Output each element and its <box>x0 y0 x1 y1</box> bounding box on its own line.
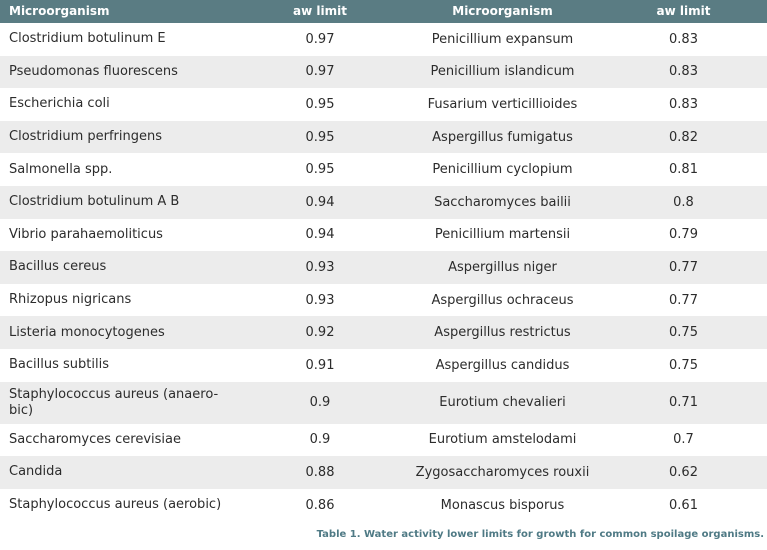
header-aw-limit-1: aw limit <box>235 0 405 23</box>
table-body <box>0 23 767 521</box>
aw-limit-cell: 0.93 <box>235 251 405 284</box>
microorganism-cell: Saccharomyces bailii <box>405 186 600 219</box>
microorganism-cell: Eurotium amstelodami <box>428 432 577 448</box>
microorganism-cell: Bacillus cereus <box>0 251 235 284</box>
table-row <box>0 56 767 89</box>
header-aw-limit-2: aw limit <box>600 0 767 23</box>
table-row <box>0 121 767 154</box>
aw-limit-cell: 0.95 <box>305 96 335 112</box>
aw-limit-cell: 0.75 <box>600 316 767 349</box>
table-row <box>0 23 767 56</box>
header-microorganism-2: Microorganism <box>405 0 600 23</box>
table-row <box>0 251 767 284</box>
aw-limit-cell: 0.77 <box>669 292 698 308</box>
aw-limit-cell: 0.71 <box>600 382 767 424</box>
microorganism-cell: Aspergillus niger <box>405 251 600 284</box>
microorganism-cell: Aspergillus fumigatus <box>405 121 600 154</box>
table-header-row <box>0 0 767 23</box>
microorganism-cell: Salmonella spp. <box>9 161 113 177</box>
aw-limit-cell: 0.94 <box>305 227 335 243</box>
aw-limit-cell: 0.79 <box>669 227 698 243</box>
table-row <box>0 88 767 121</box>
aw-limit-cell: 0.81 <box>669 162 698 178</box>
aw-limit-cell: 0.91 <box>305 357 335 373</box>
microorganism-cell: Penicillium islandicum <box>405 56 600 89</box>
aw-limit-cell: 0.75 <box>669 357 698 373</box>
microorganism-cell: Penicillium expansum <box>431 31 574 47</box>
microorganism-cell: Candida <box>0 456 235 489</box>
microorganism-cell: Staphylococcus aureus (anaero-bic) <box>0 382 235 424</box>
aw-limit-cell: 0.77 <box>600 251 767 284</box>
microorganism-cell: Listeria monocytogenes <box>0 316 235 349</box>
microorganism-cell: Penicillium martensii <box>434 227 571 243</box>
microorganism-cell: Monascus bisporus <box>440 497 565 513</box>
aw-limit-cell: 0.95 <box>235 121 405 154</box>
microorganism-cell: Clostridium botulinum E <box>9 31 166 47</box>
aw-limit-cell: 0.93 <box>305 292 335 308</box>
table-row <box>0 153 767 186</box>
microorganism-cell: Fusarium verticillioides <box>427 96 578 112</box>
header-microorganism-1: Microorganism <box>0 0 235 23</box>
aw-limit-cell: 0.8 <box>600 186 767 219</box>
aw-limit-cell: 0.9 <box>309 432 331 448</box>
table-row <box>0 489 767 522</box>
microorganism-cell: Saccharomyces cerevisiae <box>9 431 181 447</box>
aw-limit-cell: 0.9 <box>235 382 405 424</box>
table-row <box>0 219 767 252</box>
microorganism-cell: Eurotium chevalieri <box>405 382 600 424</box>
aw-limit-cell: 0.62 <box>600 456 767 489</box>
table-row <box>0 186 767 219</box>
microorganism-cell: Aspergillus restrictus <box>405 316 600 349</box>
aw-limit-cell: 0.83 <box>600 56 767 89</box>
aw-limit-cell: 0.7 <box>673 432 694 448</box>
microorganism-cell: Zygosaccharomyces rouxii <box>405 456 600 489</box>
aw-limit-cell: 0.82 <box>600 121 767 154</box>
microorganism-cell: Bacillus subtilis <box>9 357 109 373</box>
aw-limit-cell: 0.97 <box>235 56 405 89</box>
aw-limit-cell: 0.92 <box>235 316 405 349</box>
table-caption: Table 1. Water activity lower limits for growth for common spoilage organisms. <box>316 529 764 540</box>
aw-limit-cell: 0.97 <box>305 31 335 47</box>
aw-limit-cell: 0.88 <box>235 456 405 489</box>
aw-limit-cell: 0.83 <box>669 31 698 47</box>
microorganism-cell: Aspergillus candidus <box>435 357 570 373</box>
aw-limit-cell: 0.61 <box>669 497 698 513</box>
microorganism-cell: Clostridium botulinum A B <box>0 186 235 219</box>
microorganism-cell: Aspergillus ochraceus <box>431 292 574 308</box>
microorganism-cell: Penicillium cyclopium <box>432 162 573 178</box>
microorganism-cell: Clostridium perfringens <box>0 121 235 154</box>
microorganism-cell: Escherichia coli <box>9 96 110 112</box>
aw-limit-cell: 0.86 <box>305 497 335 513</box>
microorganism-cell: Pseudomonas fluorescens <box>0 56 235 89</box>
table-row <box>0 456 767 489</box>
aw-limit-cell: 0.83 <box>669 96 698 112</box>
aw-limit-cell: 0.94 <box>235 186 405 219</box>
table-row <box>0 382 767 424</box>
aw-limit-cell: 0.95 <box>305 162 335 178</box>
microorganism-cell: Staphylococcus aureus (aerobic) <box>9 497 222 513</box>
table-row <box>0 284 767 317</box>
microorganism-cell: Rhizopus nigricans <box>9 292 132 308</box>
table-row <box>0 424 767 457</box>
table-row <box>0 316 767 349</box>
table-row <box>0 349 767 382</box>
microorganism-cell: Vibrio parahaemoliticus <box>9 226 163 242</box>
